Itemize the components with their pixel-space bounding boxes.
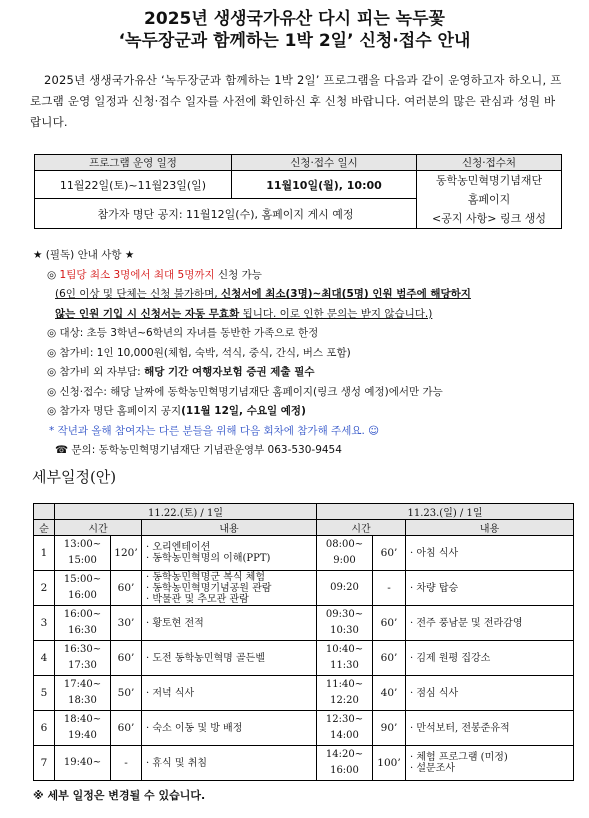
day2-activity [406,536,574,571]
day2-duration: - [373,571,406,606]
row-number: 1 [34,536,55,571]
day1-time-end: 17:30 [68,660,97,671]
day2-activity [406,711,574,746]
day1-duration: 120’ [111,536,142,571]
day2-activity-line: · 체험 프로그램 (미정) [410,752,508,763]
note-announcement: ◎ 참가자 명단 홈페이지 공지(11월 12일, 수요일 예정) [47,405,306,417]
day2-header: 11.23.(일) / 1일 [317,504,574,520]
day1-time [55,711,111,746]
day2-time [317,571,373,606]
header-apply-place: 신청·접수처 [417,155,562,171]
day2-time-start: 14:20~ [325,749,364,760]
day1-time [55,746,111,781]
day1-activity-line: · 박물관 및 추모관 관람 [146,593,249,605]
day2-time [317,711,373,746]
note-previous-participants: * 작년과 올해 참여자는 다른 분들을 위해 다음 회차에 참가해 주세요. ☺ [49,424,380,437]
intro-paragraph: 2025년 생생국가유산 ‘녹두장군과 함께하는 1박 2일’ 프로그램을 다음과 같이 운영하고자 하오니, 프로그램 운영 일정과 신청·접수 일자를 사전에 확인하신 후 신청 바랍니다. 여러분의 많은 관심과 성원 바랍니다. [30,73,562,129]
title-line-1: 2025년 생생국가유산 다시 피는 녹두꽃 [144,9,445,29]
day2-time-end: 9:00 [333,555,356,566]
day1-activity-line: · 동학농민혁명의 이해(PPT) [146,553,271,564]
day1-activity [142,641,317,676]
title-line-2: ‘녹두장군과 함께하는 1박 2일’ 신청·접수 안내 [118,31,471,51]
note-team-size-sub1: (6인 이상 및 단체는 신청 불가하며, 신청서에 최소(3명)~최대(5명) 인원 범주에 해당하지 [55,288,471,300]
day1-activity [142,711,317,746]
note-application: ◎ 신청·접수: 해당 날짜에 동학농민혁명기념재단 홈페이지(링크 생성 예정)에서만 가능 [47,385,443,398]
day2-time-end: 14:00 [330,730,359,741]
day2-activity-line: · 전주 풍남문 및 전라감영 [410,617,523,629]
day1-time-end: 16:00 [68,590,97,601]
participant-announcement: 참가자 명단 공지: 11월12일(수), 홈페이지 게시 예정 [35,199,417,229]
col-time-day2: 시간 [317,520,406,536]
day2-time-end: 12:20 [330,695,359,706]
header-operation: 프로그램 운영 일정 [35,155,232,171]
day1-time-end: 15:00 [68,555,97,566]
day1-duration: 60’ [111,641,142,676]
day1-time-start: 16:00~ [63,609,102,620]
schedule-footer-note: ※ 세부 일정은 변경될 수 있습니다. [33,789,206,802]
day1-activity-line: · 도전 동학농민혁명 골든벨 [146,652,265,664]
apply-place [417,171,562,229]
notes-heading: ★ (필독) 안내 사항 ★ [33,249,135,261]
day1-activity [142,571,317,606]
day1-duration: 30’ [111,606,142,641]
day1-time-start: 13:00~ [63,539,102,550]
day2-duration: 40’ [373,676,406,711]
day1-time-start: 17:40~ [63,679,102,690]
day2-duration: 60’ [373,536,406,571]
day1-activity [142,746,317,781]
team-size-highlight: 1팀당 최소 3명에서 최대 5명까지 [59,268,215,281]
day2-time-end: 10:30 [330,625,359,636]
schedule-row [34,536,574,571]
day1-duration: 60’ [111,571,142,606]
day2-time [317,536,373,571]
day1-activity-line: · 휴식 및 취침 [146,757,208,769]
day2-time-start: 10:40~ [325,644,364,655]
day1-duration: 60’ [111,711,142,746]
row-number: 3 [34,606,55,641]
day1-activity-line: · 동학농민혁명기념공원 관람 [146,582,272,594]
col-no: 순 [34,520,55,536]
day1-time [55,536,111,571]
apply-place-line1: 동학농민혁명기념재단 [435,174,543,187]
notes-section [33,246,573,461]
day1-activity-line: · 동학농민혁명군 복식 체험 [146,571,265,583]
note-team-size-sub2: 않는 인원 기입 시 신청서는 자동 무효화 됩니다. 이로 인한 문의는 받지 않습니다.) [55,307,433,320]
day2-duration: 60’ [373,606,406,641]
day2-activity-line: · 아침 식사 [410,547,459,559]
day2-time-start: 08:00~ [325,539,364,550]
day2-time-start: 09:30~ [325,609,364,620]
day2-time-end: 11:30 [330,660,359,671]
col-content-day1: 내용 [142,520,317,536]
schedule-row [34,606,574,641]
row-number: 4 [34,641,55,676]
day1-time-start: 19:40~ [63,757,102,768]
day2-time [317,606,373,641]
day1-time [55,571,111,606]
day1-duration: 50’ [111,676,142,711]
header-apply-datetime: 신청·접수 일시 [232,155,417,171]
row-number: 7 [34,746,55,781]
schedule-table [33,503,574,781]
note-contact: ☎ 문의: 동학농민혁명기념재단 기념관운영부 063-530-9454 [55,444,342,456]
day1-time [55,641,111,676]
day2-activity-line: · 설문조사 [410,763,455,774]
day2-duration: 100’ [373,746,406,781]
day2-duration: 60’ [373,641,406,676]
day1-time-start: 15:00~ [63,574,102,585]
day2-activity [406,746,574,781]
note-insurance: ◎ 참가비 외 자부담: 해당 기간 여행자보험 증권 제출 필수 [47,366,315,378]
col-time-day1: 시간 [55,520,142,536]
row-number: 5 [34,676,55,711]
application-info-table [34,154,562,229]
schedule-row [34,746,574,781]
row-number: 2 [34,571,55,606]
schedule-heading: 세부일정(안) [32,468,117,486]
apply-datetime: 11월10일(월), 10:00 [232,171,417,199]
operation-dates: 11월22일(토)~11월23일(일) [35,171,232,199]
day2-activity [406,606,574,641]
day1-time-end: 19:40 [68,730,97,741]
day1-duration: - [111,746,142,781]
day1-time [55,676,111,711]
day1-activity-line: · 황토현 전적 [146,617,204,629]
day1-activity-line: · 저녁 식사 [146,687,195,699]
day1-time [55,606,111,641]
day2-activity [406,571,574,606]
schedule-row [34,711,574,746]
day2-time [317,676,373,711]
day2-activity-line: · 김제 원평 집강소 [410,652,491,664]
day1-activity-line: · 숙소 이동 및 방 배정 [146,722,243,734]
day2-activity-line: · 점심 식사 [410,687,459,699]
day1-activity [142,606,317,641]
day2-time-end: 16:00 [330,765,359,776]
day2-time-start: 12:30~ [325,714,364,725]
day2-time [317,641,373,676]
day1-time-start: 18:40~ [63,714,102,725]
day1-header: 11.22.(토) / 1일 [55,504,317,520]
day1-time-end: 16:30 [68,625,97,636]
note-target: ◎ 대상: 초등 3학년~6학년의 자녀를 동반한 가족으로 한정 [47,327,319,339]
note-fee: ◎ 참가비: 1인 10,000원(체험, 숙박, 석식, 중식, 간식, 버스 포함) [47,346,351,359]
day1-activity [142,676,317,711]
day2-time-start: 09:20 [330,582,359,593]
day2-time-start: 11:40~ [325,679,364,690]
schedule-corner [34,504,55,520]
day1-time-end: 18:30 [68,695,97,706]
day2-activity-line: · 차량 탑승 [410,582,459,594]
row-number: 6 [34,711,55,746]
day2-activity [406,676,574,711]
day2-activity [406,641,574,676]
day1-activity [142,536,317,571]
apply-place-line3: <공지 사항> 링크 생성 [432,212,546,225]
day2-activity-line: · 만석보터, 전봉준유적 [410,722,510,734]
note-team-size: ◎ 1팀당 최소 3명에서 최대 5명까지 신청 가능 [47,268,262,281]
day2-time [317,746,373,781]
schedule-row [34,676,574,711]
col-content-day2: 내용 [406,520,574,536]
day1-activity-line: · 오리엔테이션 [146,542,211,553]
schedule-body [34,536,574,781]
schedule-row [34,641,574,676]
apply-place-line2: 홈페이지 [467,193,511,206]
day2-duration: 90’ [373,711,406,746]
day1-time-start: 16:30~ [63,644,102,655]
schedule-row [34,571,574,606]
